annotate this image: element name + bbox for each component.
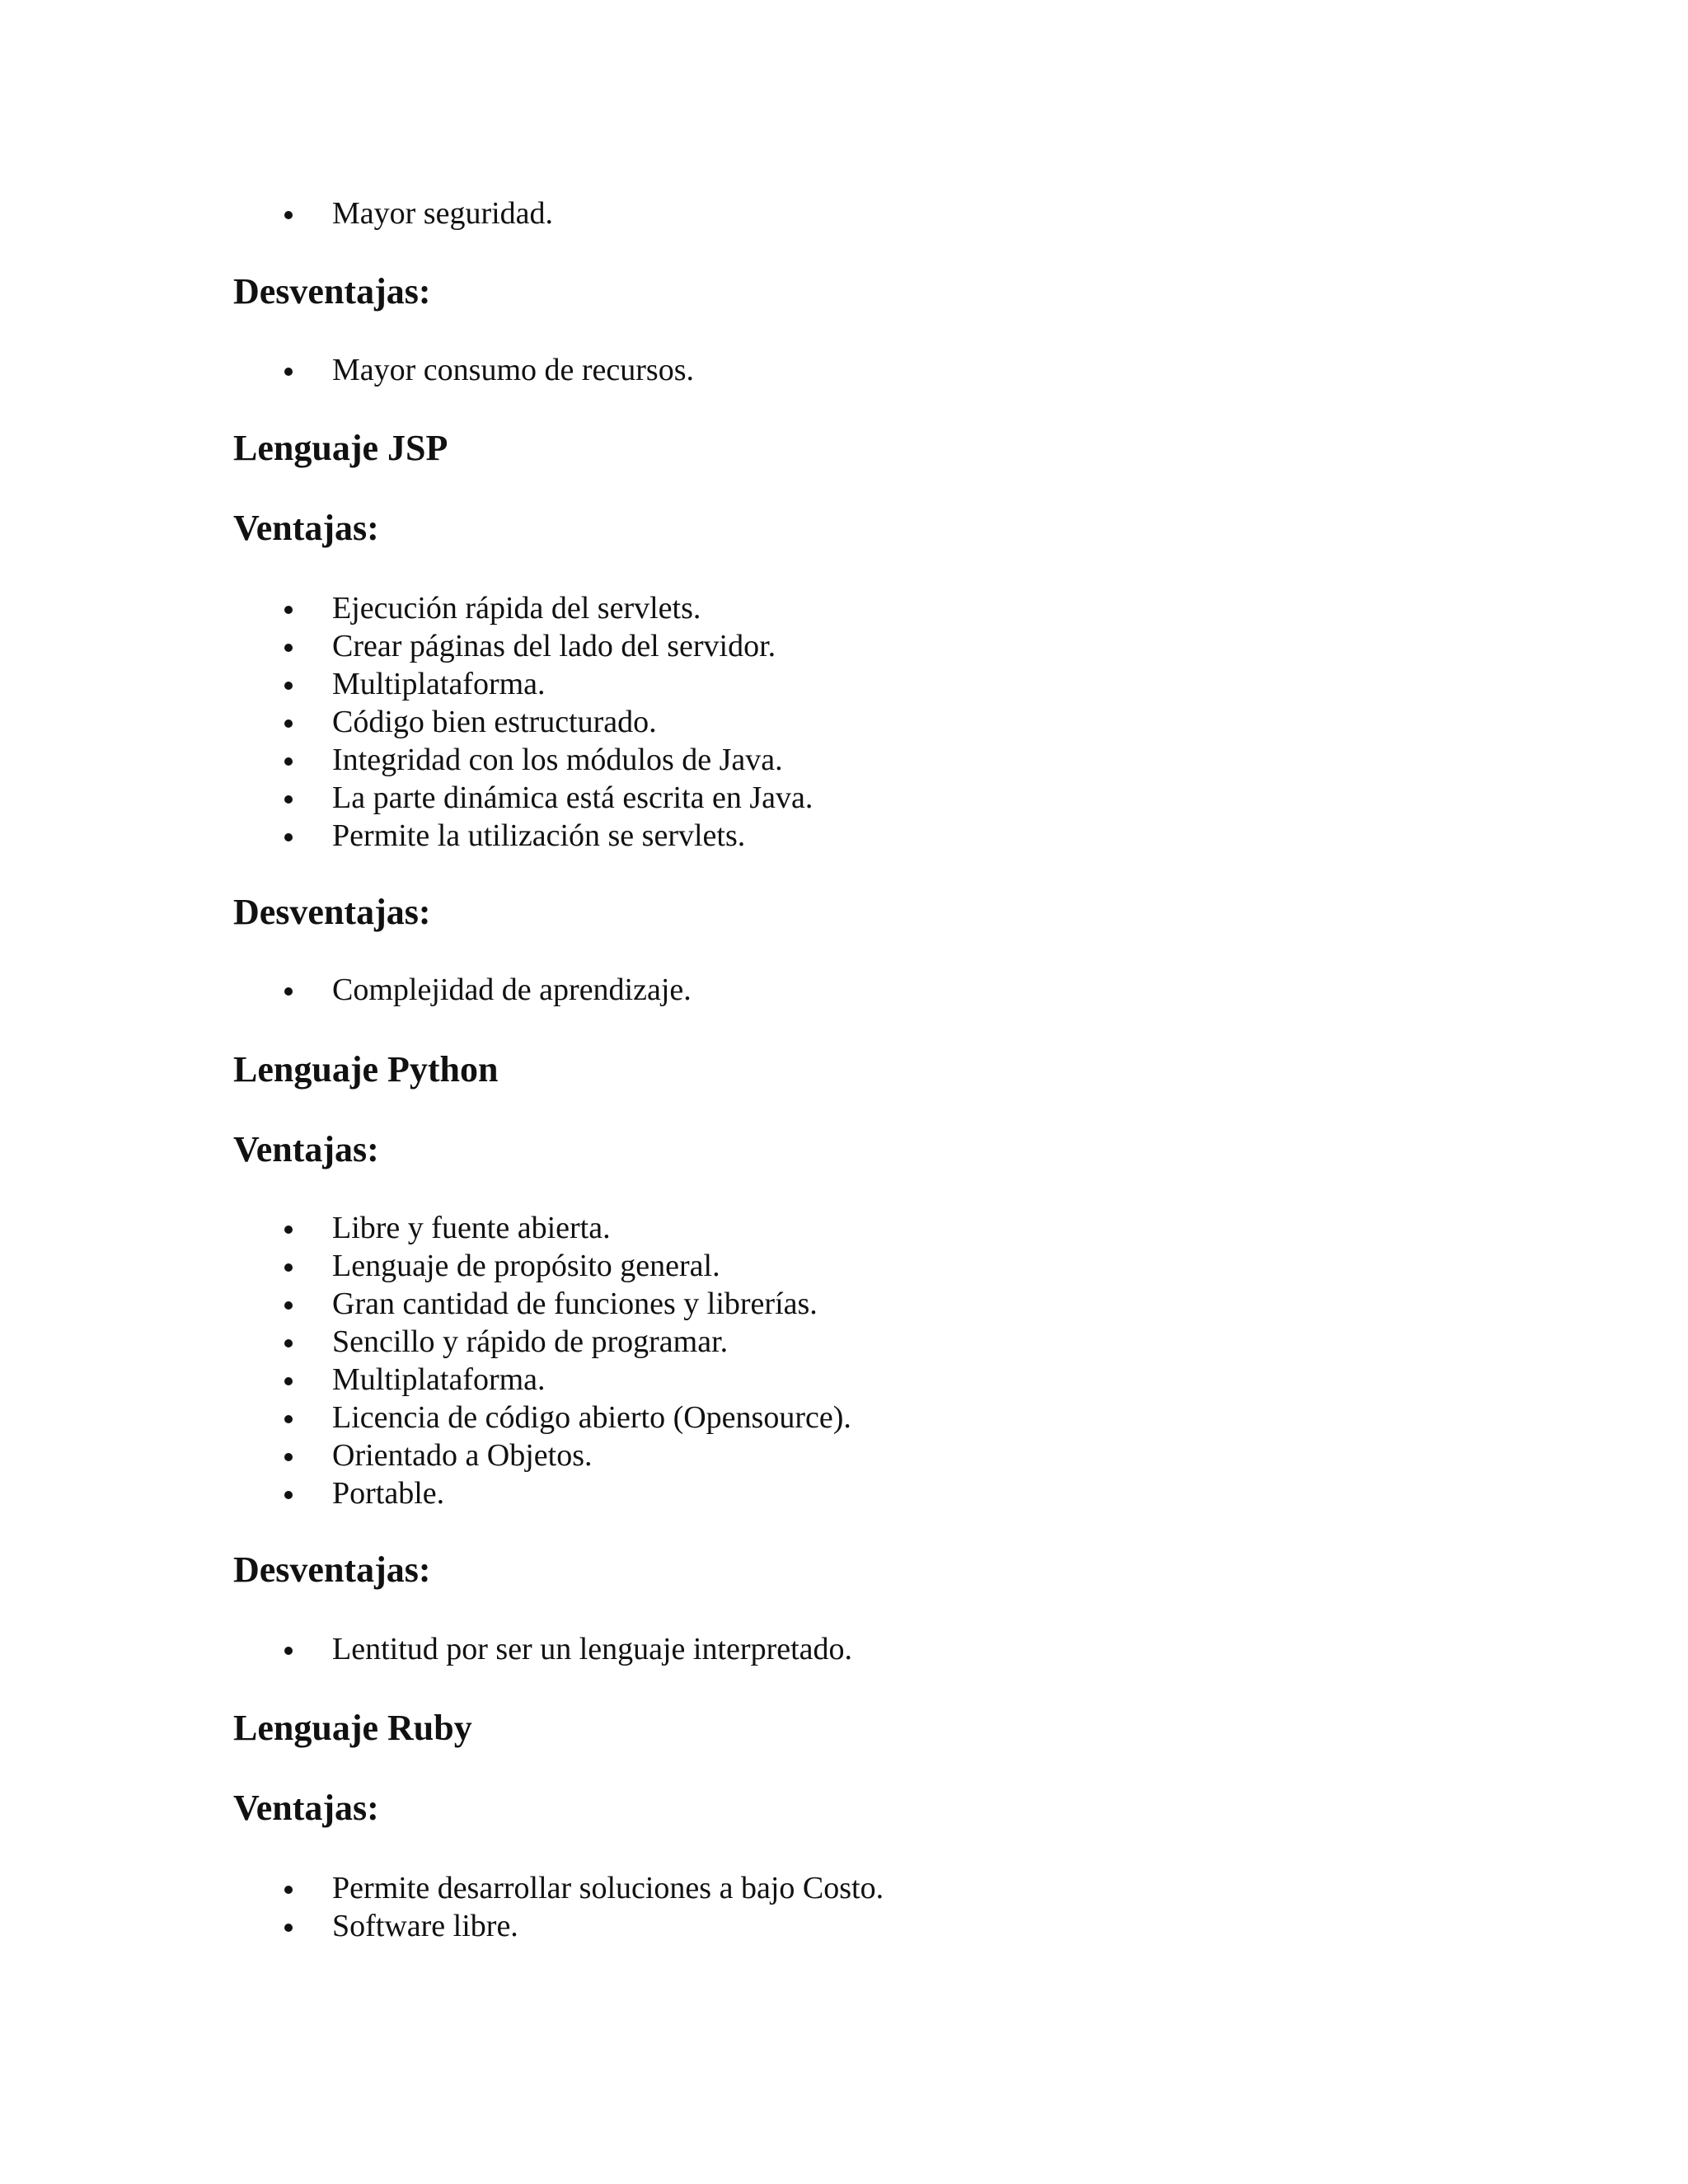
bullet-icon	[284, 606, 293, 614]
bullet-list	[233, 971, 692, 1009]
section-heading: Ventajas:	[233, 1788, 379, 1828]
bullet-icon	[284, 833, 293, 841]
bullet-icon	[284, 1263, 293, 1272]
bullet-icon	[284, 1415, 293, 1423]
list-item: Licencia de código abierto (Opensource).	[233, 1399, 851, 1436]
bullet-list	[233, 589, 813, 855]
bullet-icon	[284, 211, 293, 219]
list-item: Portable.	[233, 1474, 851, 1512]
bullet-list	[233, 351, 694, 389]
list-item: Multiplataforma.	[233, 665, 813, 703]
bullet-icon	[284, 1886, 293, 1894]
section-heading: Desventajas:	[233, 892, 431, 932]
list-item: Código bien estructurado.	[233, 703, 813, 741]
bullet-icon	[284, 1226, 293, 1234]
bullet-icon	[284, 644, 293, 652]
list-item: Integridad con los módulos de Java.	[233, 741, 813, 779]
section-heading: Lenguaje Ruby	[233, 1708, 472, 1748]
bullet-list	[233, 1630, 852, 1668]
section-heading: Lenguaje Python	[233, 1049, 499, 1090]
bullet-icon	[284, 719, 293, 728]
bullet-icon	[284, 757, 293, 766]
bullet-icon	[284, 1453, 293, 1461]
list-item: Libre y fuente abierta.	[233, 1209, 851, 1247]
bullet-list	[233, 1869, 884, 1945]
section-heading: Lenguaje JSP	[233, 428, 448, 468]
bullet-icon	[284, 1647, 293, 1655]
list-item: Gran cantidad de funciones y librerías.	[233, 1285, 851, 1323]
bullet-list	[233, 194, 553, 232]
list-item: Complejidad de aprendizaje.	[233, 971, 692, 1009]
list-item: Lenguaje de propósito general.	[233, 1247, 851, 1285]
bullet-icon	[284, 1924, 293, 1932]
list-item: Mayor consumo de recursos.	[233, 351, 694, 389]
bullet-icon	[284, 1301, 293, 1310]
list-item: Permite desarrollar soluciones a bajo Costo.	[233, 1869, 884, 1907]
list-item: Orientado a Objetos.	[233, 1436, 851, 1474]
bullet-icon	[284, 368, 293, 376]
section-heading: Ventajas:	[233, 508, 379, 548]
list-item: Permite la utilización se servlets.	[233, 817, 813, 855]
bullet-icon	[284, 795, 293, 804]
bullet-list	[233, 1209, 851, 1512]
list-item: Ejecución rápida del servlets.	[233, 589, 813, 627]
bullet-icon	[284, 987, 293, 996]
list-item: Crear páginas del lado del servidor.	[233, 627, 813, 665]
bullet-icon	[284, 682, 293, 690]
list-item: Lentitud por ser un lenguaje interpretado.	[233, 1630, 852, 1668]
bullet-icon	[284, 1491, 293, 1499]
list-item: Software libre.	[233, 1907, 884, 1945]
section-heading: Desventajas:	[233, 1549, 431, 1590]
list-item: Multiplataforma.	[233, 1361, 851, 1399]
list-item: Sencillo y rápido de programar.	[233, 1323, 851, 1361]
bullet-icon	[284, 1377, 293, 1385]
list-item: La parte dinámica está escrita en Java.	[233, 779, 813, 817]
bullet-icon	[284, 1339, 293, 1347]
section-heading: Desventajas:	[233, 271, 431, 312]
list-item: Mayor seguridad.	[233, 194, 553, 232]
section-heading: Ventajas:	[233, 1129, 379, 1169]
